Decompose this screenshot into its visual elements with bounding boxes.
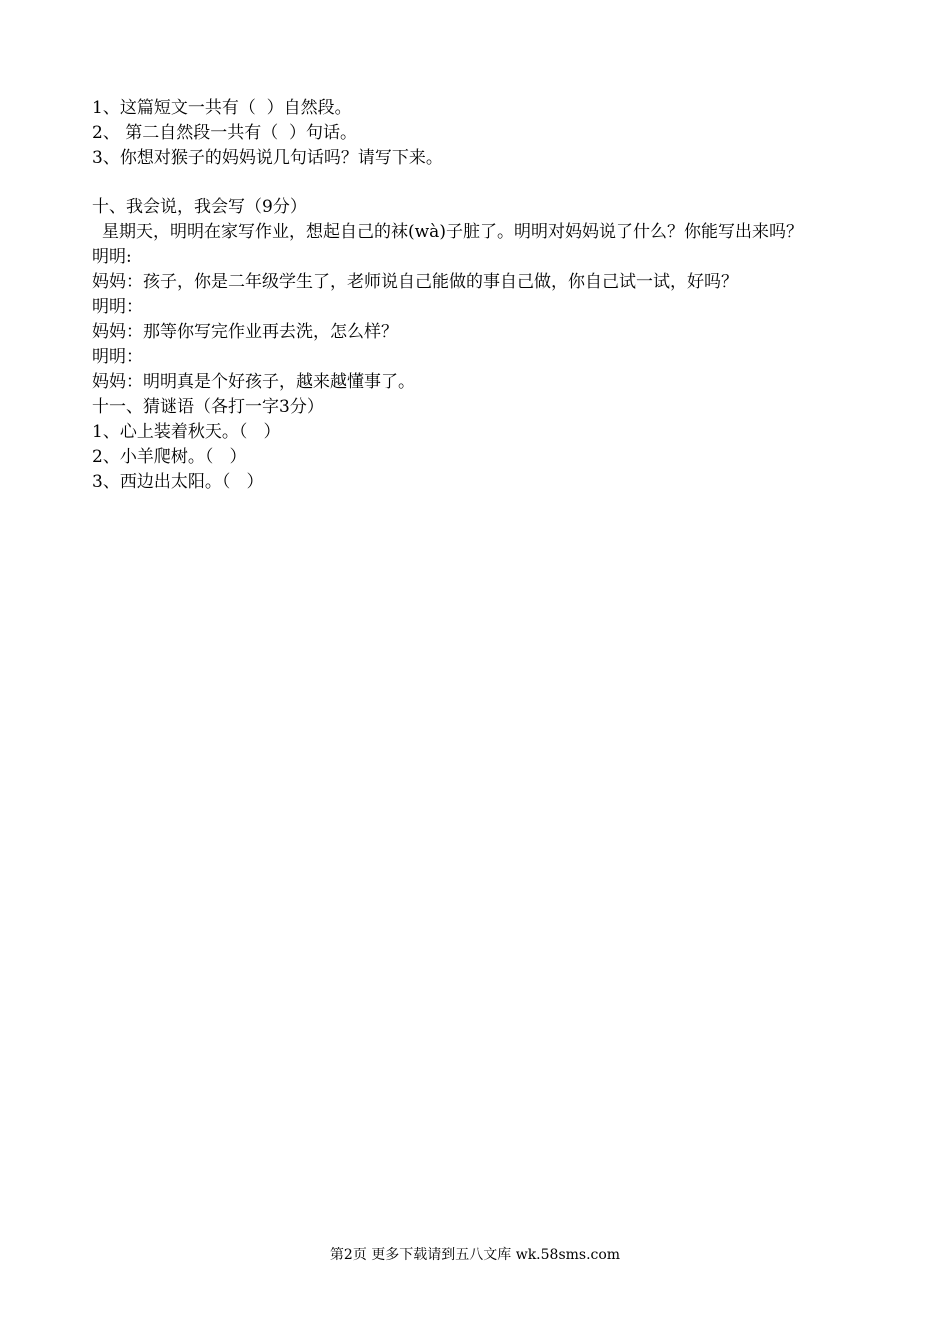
riddle-item: 1、心上装着秋天。（ ）	[92, 422, 281, 442]
dialogue-line: 妈妈：孩子，你是二年级学生了，老师说自己能做的事自己做，你自己试一试，好吗？	[92, 272, 738, 292]
riddle-item: 2、小羊爬树。（ ）	[92, 447, 247, 467]
section-heading: 十、我会说，我会写（9分）	[92, 197, 307, 217]
section-heading: 十一、猜谜语（各打一字3分）	[92, 397, 324, 417]
dialogue-line: 明明:	[92, 247, 132, 267]
page-body	[92, 96, 872, 495]
section-prompt: 星期天，明明在家写作业，想起自己的袜(wà)子脏了。明明对妈妈说了什么？你能写出来吗？	[102, 222, 803, 242]
reading-questions	[92, 96, 872, 171]
question-line: 3、你想对猴子的妈妈说几句话吗？请写下来。	[92, 148, 443, 168]
question-line: 2、 第二自然段一共有（ ）句话。	[92, 123, 358, 143]
dialogue-line: 明明：	[92, 297, 143, 317]
riddle-item: 3、西边出太阳。（ ）	[92, 472, 264, 492]
question-line: 1、这篇短文一共有（ ）自然段。	[92, 98, 352, 118]
section-eleven	[92, 395, 872, 495]
page-footer: 第2页 更多下载请到五八文库 wk.58sms.com	[329, 1247, 621, 1263]
dialogue-line: 妈妈：明明真是个好孩子，越来越懂事了。	[92, 372, 415, 392]
blank-space	[92, 171, 872, 195]
dialogue-line: 妈妈：那等你写完作业再去洗，怎么样？	[92, 322, 398, 342]
section-ten	[92, 195, 872, 395]
dialogue-line: 明明：	[92, 347, 143, 367]
